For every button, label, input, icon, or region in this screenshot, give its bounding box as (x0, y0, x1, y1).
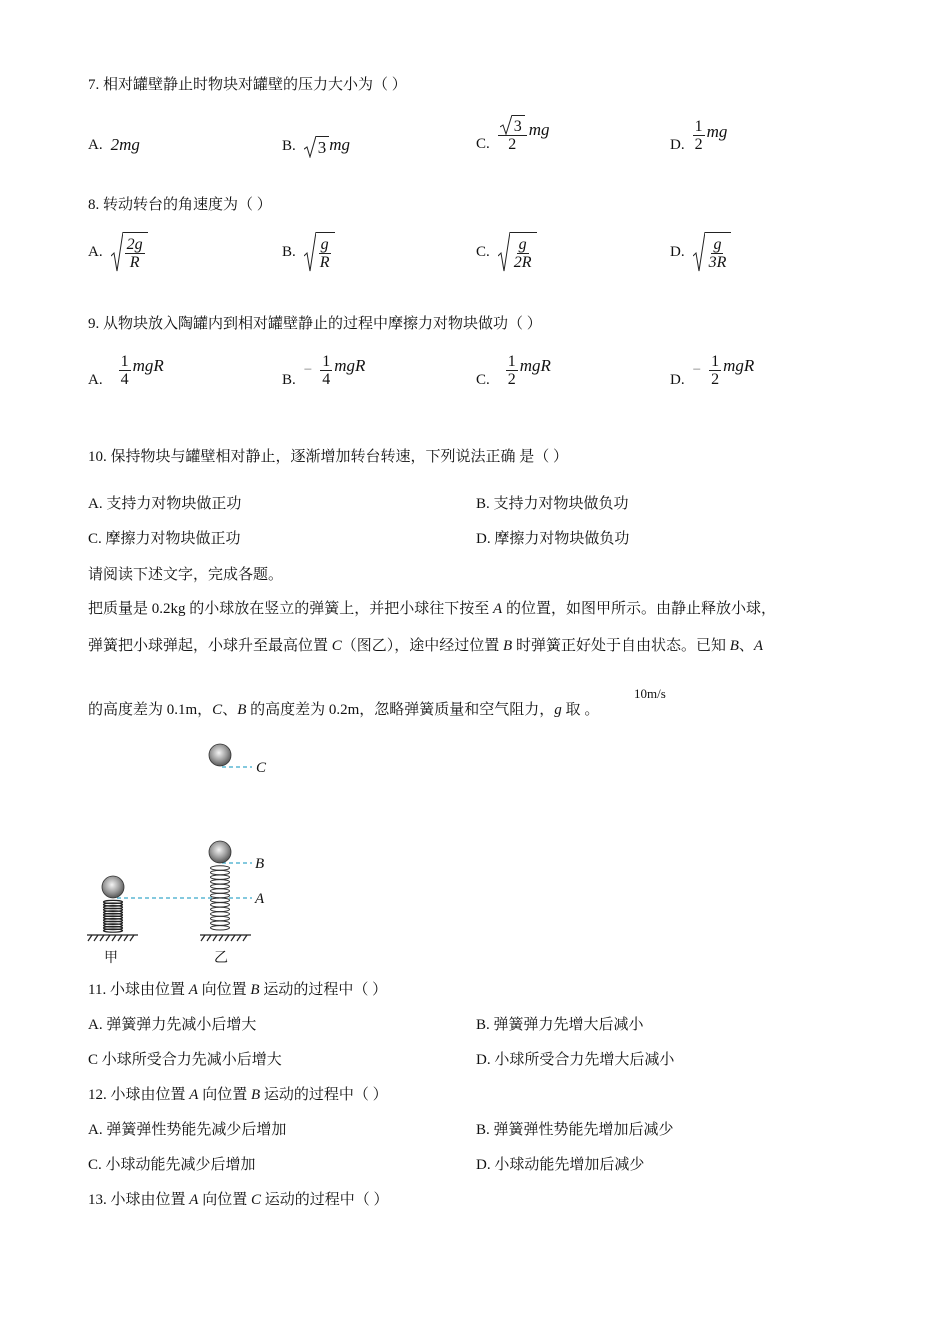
text-segment: （图乙），途中经过位置 (341, 638, 504, 654)
denominator: 2 (508, 136, 517, 153)
text-segment: 13. 小球由位置 (88, 1192, 190, 1208)
italic-variable: B (503, 638, 513, 654)
text-segment: 时弹簧正好处于自由状态。已知 (512, 638, 730, 654)
question-9-stem: 9. 从物块放入陶罐内到相对罐壁静止的过程中摩擦力对物块做功（ ） (88, 316, 542, 332)
denominator: 2R (513, 253, 532, 271)
reading-instruction: 请阅读下述文字，完成各题。 (88, 567, 284, 583)
denominator: 2 (507, 371, 516, 388)
ball-b (209, 841, 231, 863)
question-8-stem: 8. 转动转台的角速度为（ ） (88, 197, 272, 213)
label-yi: 乙 (214, 950, 228, 966)
text-segment: 把质量是 0.2kg 的小球放在竖立的弹簧上，并把小球往下按至 (88, 601, 494, 617)
denominator: 3R (708, 253, 727, 271)
option-math: mg (706, 121, 728, 141)
option-math: mgR (132, 355, 164, 375)
sign: − (303, 362, 313, 378)
italic-variable: g (554, 702, 562, 718)
text-segment: 向位置 (198, 1087, 251, 1103)
text-segment: 12. 小球由位置 (88, 1087, 190, 1103)
text-segment: 弹簧把小球弹起，小球升至最高位置 (88, 638, 332, 654)
option-math: mg (528, 120, 550, 139)
ground-hatching (87, 935, 251, 941)
option-math: mgR (334, 355, 366, 375)
option-label: D. (670, 372, 685, 388)
denominator: 2 (711, 371, 720, 388)
option-math: mgR (519, 355, 551, 375)
extended-spring (211, 866, 230, 930)
q12-option-a: A. 弹簧弹性势能先减少后增加 (88, 1122, 287, 1138)
italic-variable: A (188, 982, 198, 998)
label-b: B (255, 856, 265, 872)
numerator: 1 (711, 353, 720, 370)
option-math: 2mg (110, 135, 140, 154)
ball-c (209, 744, 231, 766)
numerator: 1 (694, 118, 703, 135)
q11-option-c: C 小球所受合力先减小后增大 (88, 1052, 282, 1068)
option-label: D. (670, 243, 685, 260)
text-segment: 、 (738, 638, 754, 654)
text-segment: 的位置，如图甲所示。由静止释放小球， (502, 601, 776, 617)
q11-option-d: D. 小球所受合力先增大后减小 (476, 1052, 675, 1068)
dashed-reference-lines (117, 767, 252, 898)
option-label: A. (88, 372, 103, 388)
text-segment: 的高度差为 0.1m， (88, 702, 213, 718)
option-label: A. (88, 136, 103, 153)
italic-variable: B (250, 982, 260, 998)
option-label: B. (282, 137, 296, 154)
question-13-stem (88, 1190, 388, 1210)
ball-jia (102, 876, 124, 898)
text-segment: 、 (222, 702, 238, 718)
italic-variable: A (753, 638, 764, 654)
denominator: R (319, 253, 330, 271)
q12-option-c: C. 小球动能先减少后增加 (88, 1157, 256, 1173)
g-value: 10m/s (634, 686, 666, 701)
numerator: 1 (322, 353, 331, 370)
label-c: C (256, 760, 267, 776)
text-segment: 运动的过程中（ ） (260, 1087, 388, 1103)
numerator: 2g (126, 235, 143, 253)
label-a: A (255, 891, 265, 907)
italic-variable: B (237, 702, 247, 718)
text-segment: 运动的过程中（ ） (260, 1192, 389, 1208)
sign: − (692, 362, 702, 378)
question-7-stem: 7. 相对罐壁静止时物块对罐壁的压力大小为（ ） (88, 77, 407, 93)
denominator: 4 (322, 371, 331, 388)
denominator: 4 (120, 371, 129, 388)
numerator: g (518, 235, 527, 253)
compressed-spring (104, 900, 123, 932)
question-10-stem: 10. 保持物块与罐壁相对静止，逐渐增加转台转速，下列说法正确 是（ ） (88, 449, 569, 465)
text-segment: 运动的过程中（ ） (259, 982, 388, 998)
q11-option-b: B. 弹簧弹力先增大后减小 (476, 1017, 644, 1033)
option-label: A. (88, 243, 103, 260)
q12-option-d: D. 小球动能先增加后减少 (476, 1157, 645, 1173)
q10-option-b: B. 支持力对物块做负功 (476, 496, 629, 512)
sqrt: 3 (304, 136, 330, 158)
italic-variable: A (493, 601, 503, 617)
option-math: mg (329, 135, 351, 154)
denominator: 2 (694, 136, 703, 153)
option-label: C. (476, 372, 490, 388)
italic-variable: B (250, 1087, 261, 1103)
q12-option-b: B. 弹簧弹性势能先增加后减少 (476, 1122, 674, 1138)
option-label: C. (476, 243, 490, 260)
italic-variable: C (212, 702, 223, 718)
option-label: D. (670, 137, 685, 153)
numerator: g (713, 235, 722, 253)
option-label: B. (282, 243, 296, 260)
option-label: B. (282, 372, 296, 388)
numerator: 1 (507, 353, 516, 370)
question-12-stem (88, 1085, 388, 1105)
text-segment: 向位置 (198, 1192, 251, 1208)
option-label: C. (476, 135, 490, 152)
italic-variable: C (250, 1192, 261, 1208)
text-segment: 11. 小球由位置 (88, 982, 189, 998)
numerator: g (320, 235, 329, 253)
text-segment: 。 (580, 702, 600, 718)
denominator: R (129, 253, 140, 271)
q10-option-c: C. 摩擦力对物块做正功 (88, 531, 241, 547)
italic-variable: C (331, 638, 342, 654)
text-segment: 的高度差为 0.2m，忽略弹簧质量和空气阻力， (246, 702, 555, 718)
option-math: mgR (723, 355, 755, 375)
label-jia: 甲 (104, 950, 118, 966)
italic-variable: A (189, 1087, 199, 1103)
italic-variable: A (189, 1192, 199, 1208)
italic-variable: B (729, 638, 739, 654)
numerator: 3 (512, 115, 525, 135)
q11-option-a: A. 弹簧弹力先减小后增大 (88, 1017, 257, 1033)
text-segment: 向位置 (197, 982, 251, 998)
text-segment: 取 (561, 702, 581, 718)
q10-option-d: D. 摩擦力对物块做负功 (476, 531, 630, 547)
numerator: 1 (120, 353, 129, 370)
q10-option-a: A. 支持力对物块做正功 (88, 496, 242, 512)
question-11-stem (88, 980, 387, 1000)
